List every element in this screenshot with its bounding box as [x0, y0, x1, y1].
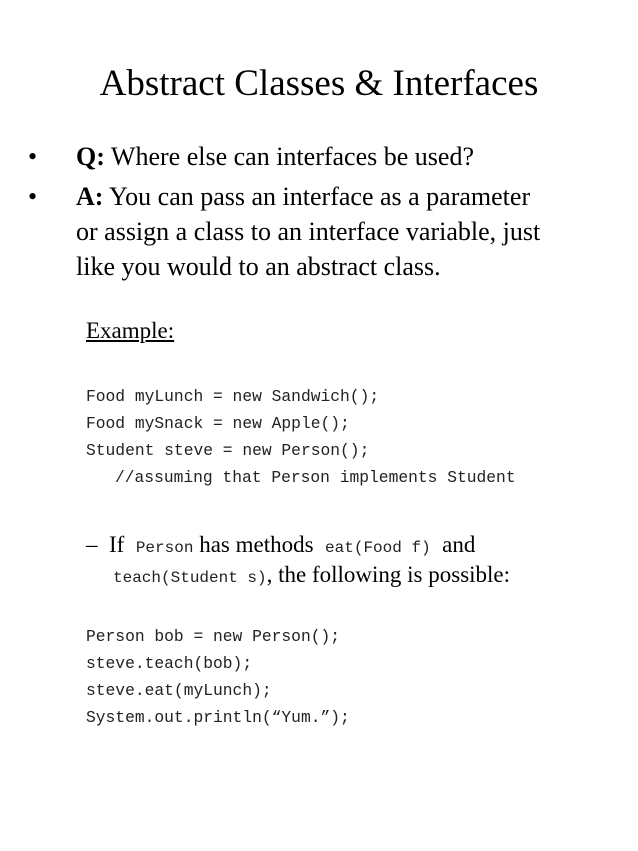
sub-bullet-line-1 [86, 530, 475, 563]
sub-bullet-line-2 [113, 560, 510, 593]
code-line: Student steve = new Person(); [86, 441, 370, 460]
code-comment: //assuming that Person implements Student [115, 468, 516, 487]
bullet-answer-line-1 [76, 180, 530, 214]
code-line: Person bob = new Person(); [86, 627, 341, 646]
sub-bullet-if: If [109, 532, 125, 557]
sub-bullet-rest: , the following is possible: [266, 562, 511, 587]
code-line: steve.eat(myLunch); [86, 681, 272, 700]
code-line: Food myLunch = new Sandwich(); [86, 387, 380, 406]
bullet-answer-line-3: like you would to an abstract class. [76, 252, 441, 281]
inline-code-teach: teach(Student s) [113, 569, 267, 587]
slide-title: Abstract Classes & Interfaces [99, 63, 539, 104]
bullet-question-text: Where else can interfaces be used? [110, 142, 474, 171]
code-line: Food mySnack = new Apple(); [86, 414, 350, 433]
example-heading: Example: [86, 318, 175, 343]
bullet-question-line [76, 140, 474, 174]
sub-bullet-dash: – [86, 532, 98, 557]
bullet-label-a: A: [76, 182, 104, 211]
inline-code-eat: eat(Food f) [325, 539, 431, 557]
sub-bullet-and: and [442, 532, 476, 557]
bullet-label-q: Q: [76, 142, 105, 171]
bullet-answer-line-2: or assign a class to an interface variable, just [76, 217, 541, 246]
code-line: System.out.println(“Yum.”); [86, 708, 350, 727]
bullet-marker: • [28, 142, 38, 171]
inline-code-person: Person [135, 539, 194, 557]
bullet-answer-text-1: You can pass an interface as a parameter [108, 182, 531, 211]
bullet-marker: • [28, 182, 38, 211]
sub-bullet-has-methods: has methods [199, 532, 314, 557]
code-line: steve.teach(bob); [86, 654, 253, 673]
